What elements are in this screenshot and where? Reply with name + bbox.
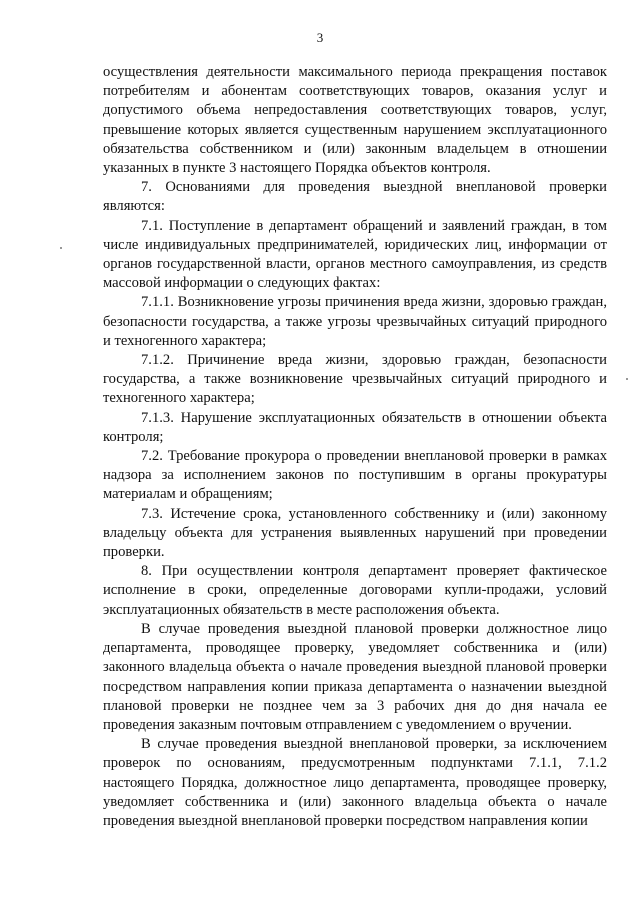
paragraph-7-1: 7.1. Поступление в департамент обращений и заявлений граждан, в том числе индивидуальных предпринимателей, юридических лиц, информации от органов государственной власти, органов местного самоуправления, из средств массовой информации о следующих фактах: <box>103 217 607 292</box>
paragraph-8: 8. При осуществлении контроля департамент проверяет фактическое исполнение в сроки, определенные договорами купли-продажи, условий эксплуатационных обязательств в месте расположения объекта. <box>103 563 607 618</box>
paragraph-7-3: 7.3. Истечение срока, установленного собственнику и (или) законному владельцу объекта для устранения выявленных нарушений при проведении проверки. <box>103 505 607 561</box>
margin-dot-right <box>626 378 628 380</box>
paragraph-7-1-2: 7.1.2. Причинение вреда жизни, здоровью граждан, безопасности государства, а также возникновение чрезвычайных ситуаций природного и техногенного характера; <box>103 352 607 407</box>
paragraph-unplanned-inspection: В случае проведения выездной внеплановой проверки, за исключением проверок по основаниям, предусмотренным подпунктами 7.1.1, 7.1.2 настоящего Порядка, должностное лицо департамента, проводящее проверку, уведомляет собственника и (или) законного владельца объекта о начале проведения выездной внеплановой проверки посредством направления копии <box>103 736 607 829</box>
document-body <box>103 63 607 831</box>
paragraph-7-1-3: 7.1.3. Нарушение эксплуатационных обязательств в отношении объекта контроля; <box>103 409 607 445</box>
paragraph-7: 7. Основаниями для проведения выездной внеплановой проверки являются: <box>103 179 607 215</box>
margin-dot-left <box>60 247 62 249</box>
paragraph-planned-inspection: В случае проведения выездной плановой проверки должностное лицо департамента, проводящее проверку, уведомляет собственника и (или) законного владельца объекта о начале проведения выездной плановой проверки посредством направления копии приказа департамента о назначении выездной плановой проверки не позднее чем за 3 рабочих дня до дня начала ее проведения заказным почтовым отправлением с уведомлением о вручении. <box>103 620 607 733</box>
paragraph-continuation: осуществления деятельности максимального периода прекращения поставок потребителям и абонентам соответствующих товаров, оказания услуг и допустимого объема непредоставления соответствующих товаров, услуг, превышение которых является существенным нарушением эксплуатационного обязательства собственником и (или) законным владельцем в отношении указанных в пункте 3 настоящего Порядка объектов контроля. <box>103 64 607 177</box>
paragraph-7-1-1: 7.1.1. Возникновение угрозы причинения вреда жизни, здоровью граждан, безопасности государства, а также угрозы чрезвычайных ситуаций природного и техногенного характера; <box>103 294 607 349</box>
paragraph-7-2: 7.2. Требование прокурора о проведении внеплановой проверки в рамках надзора за исполнением законов по поступившим в органы прокуратуры материалам и обращениям; <box>103 448 607 503</box>
page-number: 3 <box>316 30 324 45</box>
